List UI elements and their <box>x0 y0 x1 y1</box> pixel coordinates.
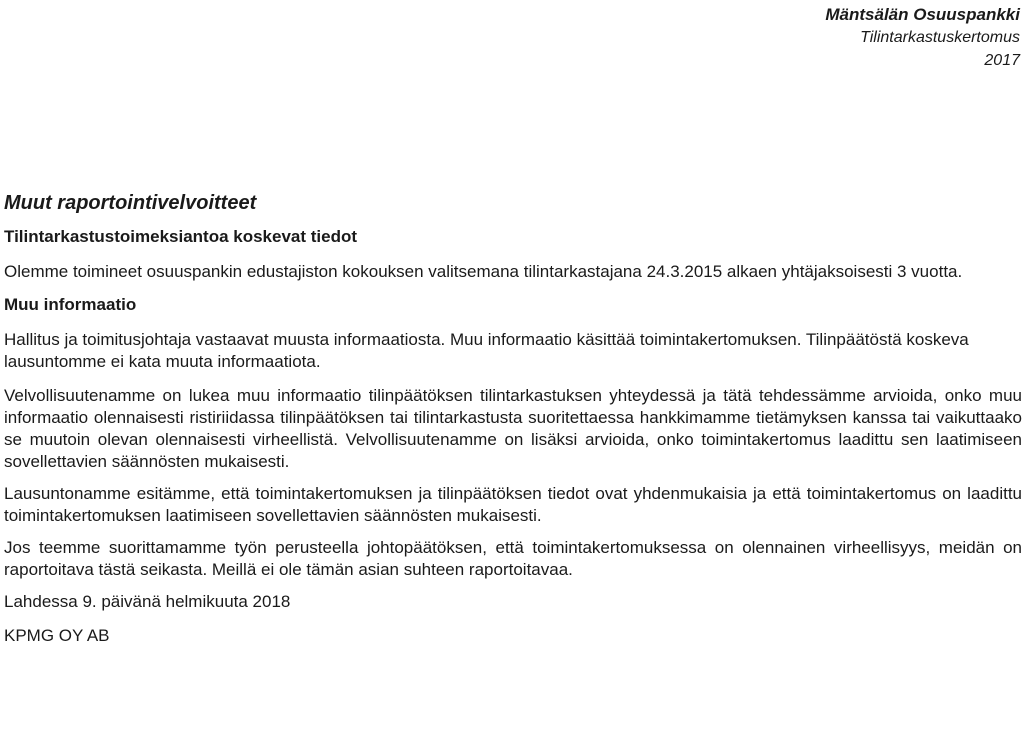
subsection-heading-other-information: Muu informaatio <box>4 295 137 314</box>
report-name: Tilintarkastuskertomus <box>860 29 1020 46</box>
other-info-paragraph-4: Jos teemme suorittamamme työn perusteella johtopäätöksen, että toimintakertomuksessa on olennainen virheellisyys, meidän on raportoitava tästä seikasta. Meillä ei ole tämän asian suhteen raportoitavaa. <box>4 538 1022 579</box>
report-year: 2017 <box>984 52 1020 69</box>
section-title: Muut raportointivelvoitteet <box>4 192 257 214</box>
company-name: Mäntsälän Osuuspankki <box>825 5 1020 24</box>
engagement-paragraph: Olemme toimineet osuuspankin edustajiston kokouksen valitsemana tilintarkastajana 24.3.2015 alkaen yhtäjaksoisesti 3 vuotta. <box>4 262 963 281</box>
signature-place-date: Lahdessa 9. päivänä helmikuuta 2018 <box>4 592 291 611</box>
document-body <box>4 190 1022 659</box>
other-info-paragraph-1: Hallitus ja toimitusjohtaja vastaavat muusta informaatiosta. Muu informaatio käsittää toimintakertomuksen. Tilinpäätöstä koskeva lausuntomme ei kata muuta informaatiota. <box>4 330 969 371</box>
signature-firm: KPMG OY AB <box>4 626 110 645</box>
subsection-heading-engagement: Tilintarkastustoimeksiantoa koskevat tiedot <box>4 227 358 246</box>
other-info-paragraph-3: Lausuntonamme esitämme, että toimintakertomuksen ja tilinpäätöksen tiedot ovat yhdenmukaisia ja että toimintakertomus on laadittu toimintakertomuksen laatimiseen sovellettavien säännösten mukaisesti. <box>4 484 1022 525</box>
other-info-paragraph-2: Velvollisuutenamme on lukea muu informaatio tilinpäätöksen tilintarkastuksen yhteydessä ja tätä tehdessämme arvioida, onko muu informaatio olennaisesti ristiriidassa tilinpäätöksen tai tilintarkastusta suoritettaessa hankkimamme tietämyksen kanssa tai vaikuttaako se muutoin olevan olennaisesti virheellistä. Velvollisuutenamme on lisäksi arvioida, onko toimintakertomus laadittu sen laatimiseen sovellettavien säännösten mukaisesti. <box>4 386 1022 471</box>
document-header <box>825 3 1020 72</box>
